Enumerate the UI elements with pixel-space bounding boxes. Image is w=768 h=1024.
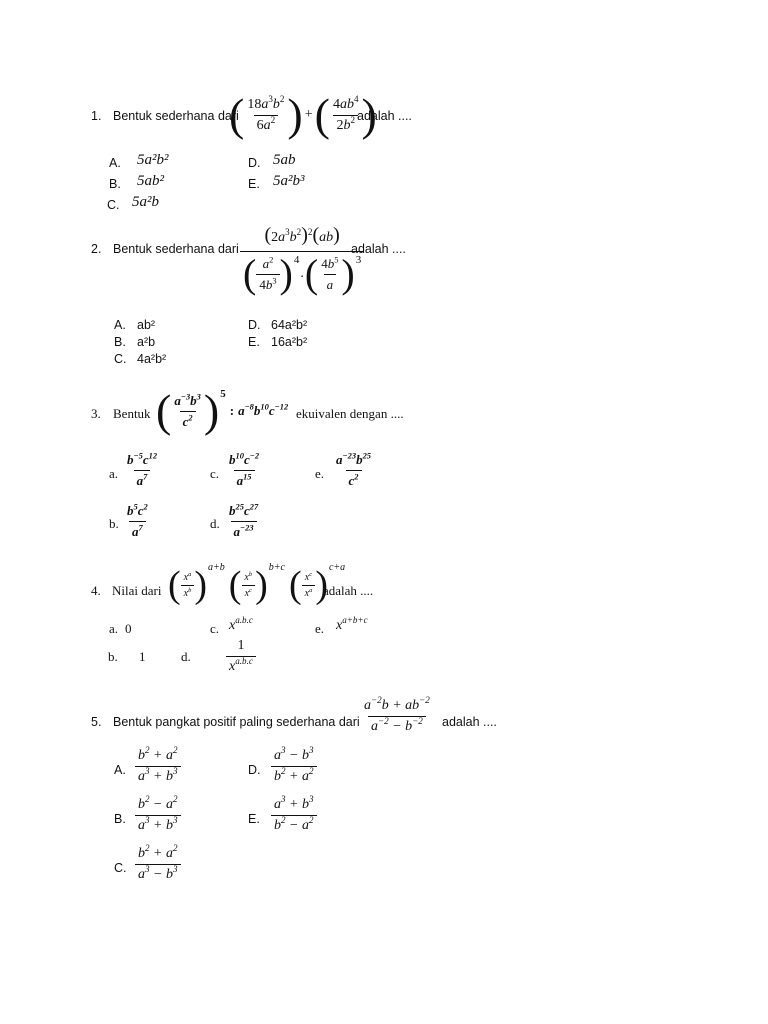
option-label[interactable]: A. bbox=[114, 763, 126, 777]
option-value: $\frac{a^3 - b^3}{b^2 + a^2}$ bbox=[271, 748, 317, 785]
option-label[interactable]: C. bbox=[107, 198, 120, 212]
option-value: $\frac{b^{25}c^{27}}{a^{-23}}$ bbox=[229, 501, 259, 539]
option-label[interactable]: C. bbox=[114, 352, 127, 366]
option-label[interactable]: d. bbox=[181, 649, 191, 664]
option-value: $\frac{b^{-5}c^{12}}{a^7}$ bbox=[127, 450, 158, 488]
option-value: $x^{a+b+c}$ bbox=[336, 615, 368, 633]
option-value: 5ab² bbox=[137, 173, 164, 189]
option-value: 16a²b² bbox=[271, 335, 308, 349]
option-value: $\frac{b^2 + a^2}{a^3 + b^3}$ bbox=[135, 748, 181, 785]
option-value: $\frac{a^3 + b^3}{b^2 - a^2}$ bbox=[271, 797, 317, 834]
option-label[interactable]: B. bbox=[114, 812, 126, 826]
option-label[interactable]: c. bbox=[210, 621, 220, 636]
option-value: 5a²b² bbox=[137, 152, 169, 168]
option-value: 64a²b² bbox=[271, 318, 308, 332]
question-expression: $(2a^3b^2)^2(ab)$ ( $\frac{a^2}{4b^3}$ ) 4 . ( $\frac{4b^5}{a}$ ) 3 bbox=[240, 224, 364, 294]
option-label[interactable]: e. bbox=[315, 621, 325, 636]
option-value: 0 bbox=[125, 621, 132, 636]
option-label[interactable]: D. bbox=[248, 763, 261, 777]
option-value: $x^{a.b.c}$ bbox=[229, 615, 253, 633]
option-label[interactable]: c. bbox=[210, 466, 220, 481]
question-expression: ( $\frac{a^{-3}b^3}{c^2}$ ) 5 : $a^{-8}b^{10}c^{-12}$ bbox=[156, 385, 289, 436]
question-prompt: Bentuk sederhana dari bbox=[113, 109, 239, 123]
option-label[interactable]: b. bbox=[109, 516, 119, 531]
option-label[interactable]: a. bbox=[109, 466, 119, 481]
option-value: 5a²b³ bbox=[273, 173, 305, 189]
option-value: 5ab bbox=[273, 152, 296, 168]
option-label[interactable]: d. bbox=[210, 516, 220, 531]
option-label[interactable]: E. bbox=[248, 812, 260, 826]
question-prompt: Bentuk bbox=[113, 406, 151, 421]
option-value: 5a²b bbox=[132, 194, 159, 210]
option-value: ab² bbox=[137, 318, 156, 332]
question-number: 1. bbox=[91, 109, 102, 123]
question-expression: ( $\frac{x^a}{x^b}$ ) a+b ( $\frac{x^b}{x^c}$ ) b+c ( $\frac{x^c}{x^a}$ ) c+a bbox=[168, 562, 346, 606]
option-value: $\frac{b^5c^2}{a^7}$ bbox=[127, 501, 148, 539]
question-suffix: adalah .... bbox=[442, 715, 497, 729]
option-value: $\frac{1}{x^{a.b.c}}$ bbox=[226, 638, 256, 675]
option-label[interactable]: C. bbox=[114, 861, 127, 875]
option-label[interactable]: E. bbox=[248, 177, 260, 191]
question-expression: ( $\frac{18a^3b^2}{6a^2}$ ) + ( $\frac{4ab^4}{2b^2}$ ) bbox=[229, 89, 377, 140]
question-prompt: Nilai dari bbox=[112, 583, 162, 598]
question-number: 3. bbox=[91, 406, 101, 421]
question-suffix: adalah .... bbox=[357, 109, 412, 123]
option-label[interactable]: b. bbox=[108, 649, 118, 664]
question-prompt: Bentuk sederhana dari bbox=[113, 242, 239, 256]
option-label[interactable]: D. bbox=[248, 156, 261, 170]
option-value: a²b bbox=[137, 335, 156, 349]
question-suffix: adalah .... bbox=[351, 242, 406, 256]
option-label[interactable]: B. bbox=[114, 335, 126, 349]
option-label[interactable]: B. bbox=[109, 177, 121, 191]
option-value: $\frac{b^2 - a^2}{a^3 + b^3}$ bbox=[135, 797, 181, 834]
option-label[interactable]: A. bbox=[114, 318, 126, 332]
option-value: $\frac{b^{10}c^{-2}}{a^{15}}$ bbox=[229, 450, 260, 488]
question-prompt: Bentuk pangkat positif paling sederhana dari bbox=[113, 715, 360, 729]
question-number: 5. bbox=[91, 715, 102, 729]
option-label[interactable]: D. bbox=[248, 318, 261, 332]
option-value: $\frac{b^2 + a^2}{a^3 - b^3}$ bbox=[135, 846, 181, 883]
question-number: 4. bbox=[91, 583, 101, 598]
option-label[interactable]: a. bbox=[109, 621, 119, 636]
option-label[interactable]: A. bbox=[109, 156, 121, 170]
option-label[interactable]: e. bbox=[315, 466, 325, 481]
question-number: 2. bbox=[91, 242, 102, 256]
option-label[interactable]: E. bbox=[248, 335, 260, 349]
question-expression: $\frac{a^{-2}b + ab^{-2}}{a^{-2} - b^{-2}}$ bbox=[364, 695, 430, 734]
option-value: $\frac{a^{-23}b^{25}}{c^2}$ bbox=[336, 450, 371, 488]
option-value: 4a²b² bbox=[137, 352, 167, 366]
option-value: 1 bbox=[139, 649, 146, 664]
question-suffix: ekuivalen dengan .... bbox=[296, 406, 404, 421]
question-suffix: adalah .... bbox=[323, 583, 374, 598]
